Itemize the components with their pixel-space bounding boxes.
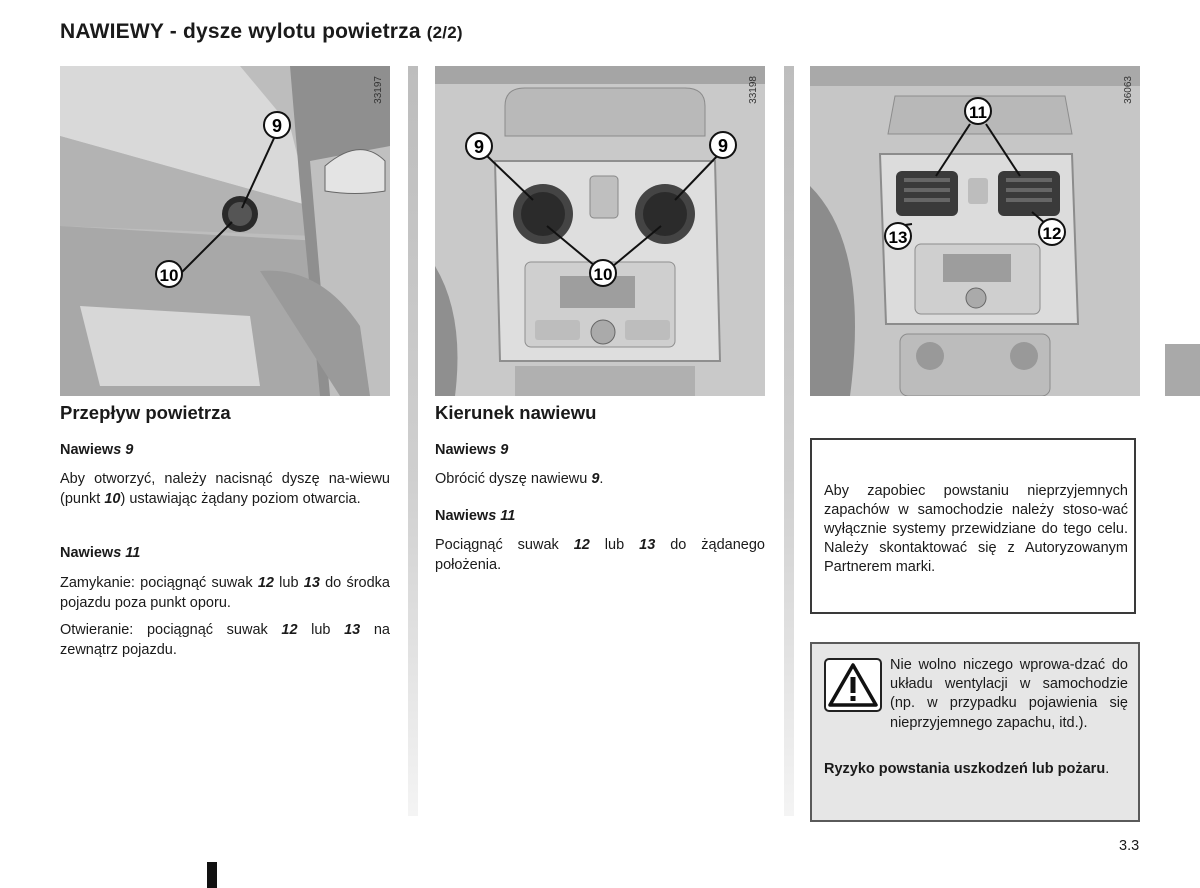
callout-9 xyxy=(264,112,290,138)
section-title-direction: Kierunek nawiewu xyxy=(435,402,597,423)
subheading-vents-11: Nawiews 11 xyxy=(435,508,516,524)
svg-text:10: 10 xyxy=(159,266,179,285)
page-number: 3.3 xyxy=(1119,838,1140,854)
svg-text:9: 9 xyxy=(473,137,485,157)
svg-text:11: 11 xyxy=(969,103,987,122)
subheading-vents-11: Nawiews 11 xyxy=(60,545,141,561)
figure-id: 36063 xyxy=(1123,76,1134,104)
callout-12 xyxy=(1039,219,1065,245)
column-divider xyxy=(784,66,794,816)
callout-10 xyxy=(590,260,616,286)
paragraph-slider: Pociągnąć suwak 12 lub 13 do żądanego położenia. xyxy=(435,537,765,573)
paragraph-closing: Zamykanie: pociągnąć suwak 12 lub 13 do środka pojazdu poza punkt oporu. xyxy=(60,575,390,611)
svg-text:9: 9 xyxy=(271,116,283,136)
callouts xyxy=(60,66,390,396)
callouts xyxy=(435,66,765,396)
figure-side-vent xyxy=(60,66,390,396)
warning-risk-text: Ryzyko powstania uszkodzeń lub pożaru. xyxy=(824,761,1110,777)
title-part: (2/2) xyxy=(426,23,463,42)
binding-mark xyxy=(207,862,217,888)
callout-13 xyxy=(885,223,911,249)
chapter-tab xyxy=(1165,344,1200,396)
title-main: NAWIEWY - dysze wylotu powietrza xyxy=(60,20,421,43)
svg-text:9: 9 xyxy=(717,136,729,156)
callout-9-left xyxy=(466,133,492,159)
figure-id: 33197 xyxy=(373,76,384,104)
warning-box xyxy=(810,642,1140,822)
paragraph-rotate: Obrócić dyszę nawiewu 9. xyxy=(435,471,604,487)
callout-10 xyxy=(156,261,182,287)
paragraph-opening: Otwieranie: pociągnąć suwak 12 lub 13 na zewnątrz pojazdu. xyxy=(60,622,390,658)
figure-rect-vents xyxy=(810,66,1140,396)
figure-dashboard-vents xyxy=(435,66,765,396)
paragraph-open-vent: Aby otworzyć, należy nacisnąć dyszę na-wiewu (punkt 10) ustawiając żądany poziom otwarcia. xyxy=(60,471,390,507)
column-divider xyxy=(408,66,418,816)
warning-text: Nie wolno niczego wprowa-dzać do układu wentylacji w samochodzie (np. w przypadku pojawienia się nieprzyjemnego zapachu, itd.). xyxy=(890,657,1128,731)
page-title xyxy=(60,20,463,44)
svg-text:13: 13 xyxy=(888,228,908,247)
section-title-airflow: Przepływ powietrza xyxy=(60,402,231,423)
svg-text:10: 10 xyxy=(593,265,613,284)
callouts xyxy=(810,66,1140,396)
subheading-vents-9: Nawiews 9 xyxy=(435,442,509,458)
callout-9-right xyxy=(710,132,736,158)
note-text: Aby zapobiec powstaniu nieprzyjemnych zapachów w samochodzie należy stoso-wać wyłącznie systemy przewidziane do tego celu. Należy skontaktować się z Autoryzowanym Partnerem marki. xyxy=(824,483,1128,575)
figure-id: 33198 xyxy=(748,76,759,104)
callout-11 xyxy=(965,98,991,124)
subheading-vents-9: Nawiews 9 xyxy=(60,442,134,458)
note-box xyxy=(810,438,1136,614)
svg-text:12: 12 xyxy=(1042,224,1062,243)
